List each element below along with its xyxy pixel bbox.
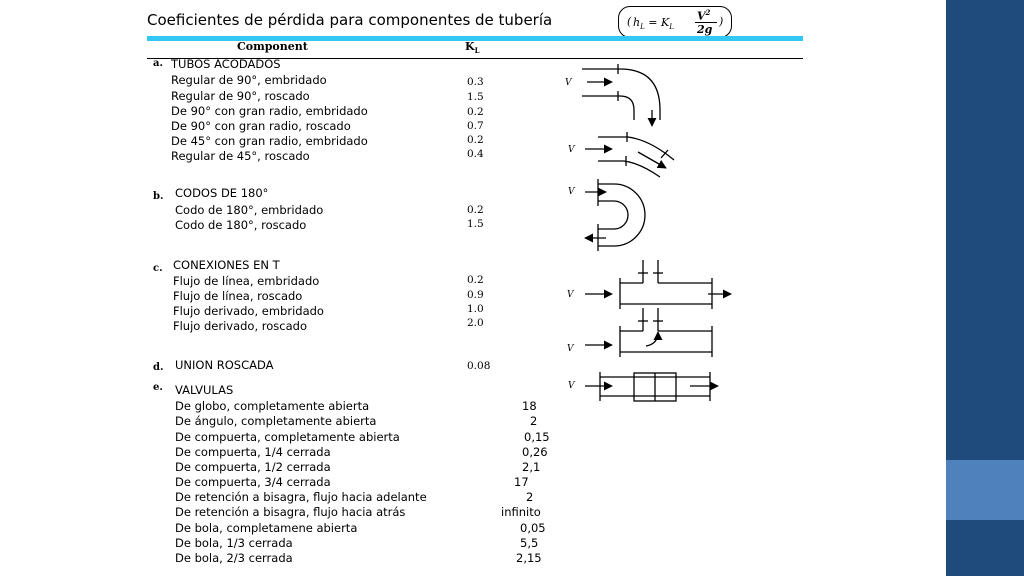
list-item: De retención a bisagra, flujo hacia adelante	[175, 490, 427, 504]
list-item: De compuerta, completamente abierta	[175, 430, 400, 444]
velocity-label: V	[568, 187, 575, 197]
k-value: 17	[514, 475, 529, 489]
list-item: De bola, 2/3 cerrada	[175, 551, 293, 565]
list-item: Regular de 45°, roscado	[171, 149, 310, 163]
k-value: 0.4	[467, 148, 484, 160]
velocity-label: V	[567, 290, 574, 300]
list-item: Codo de 180°, embridado	[175, 203, 324, 217]
formula-lhs: h	[633, 16, 641, 29]
k-value: 0.2	[467, 204, 484, 216]
section-d-title: UNION ROSCADA	[175, 358, 274, 372]
list-item: De ángulo, completamente abierta	[175, 414, 377, 428]
velocity-label: V	[568, 145, 575, 155]
header-k-sub: L	[474, 46, 480, 56]
list-item: De 90° con gran radio, roscado	[171, 119, 351, 133]
section-e-letter: e.	[153, 382, 163, 393]
k-value: infinito	[501, 505, 541, 519]
formula-lhs-sub: L	[640, 23, 645, 32]
formula-k-sub: L	[669, 23, 674, 32]
list-item: Codo de 180°, roscado	[175, 218, 307, 232]
k-value: 5,5	[520, 536, 539, 550]
k-value: 2	[526, 490, 534, 504]
k-value: 0.3	[467, 76, 484, 88]
k-value: 1.5	[467, 218, 484, 230]
list-item: De bola, completamene abierta	[175, 521, 358, 535]
head-loss-formula: ( $h_L = K_L$ $V^2$ 2g )	[618, 6, 732, 38]
velocity-label: V	[565, 78, 572, 88]
section-e-title: VALVULAS	[175, 383, 234, 397]
k-value: 0,26	[522, 445, 548, 459]
list-item: De 90° con gran radio, embridado	[171, 104, 368, 118]
threaded-union-diagram	[585, 372, 718, 401]
list-item: Flujo derivado, roscado	[173, 319, 307, 333]
section-c-letter: c.	[153, 263, 163, 274]
header-component: Component	[237, 40, 308, 53]
section-b-letter: b.	[153, 191, 164, 202]
k-value: 2,15	[516, 551, 542, 565]
elbow-90-diagram	[582, 64, 660, 126]
k-value: 0.2	[467, 134, 484, 146]
k-value: 0.7	[467, 120, 484, 132]
list-item: De retención a bisagra, flujo hacia atrás	[175, 505, 406, 519]
velocity-label: V	[568, 381, 575, 391]
list-item: De compuerta, 3/4 cerrada	[175, 475, 331, 489]
k-value: 0,05	[520, 521, 546, 535]
list-item: Regular de 90°, roscado	[171, 89, 310, 103]
k-value: 0.2	[467, 106, 484, 118]
bend-180-diagram	[585, 179, 645, 251]
list-item: Flujo de línea, roscado	[173, 289, 303, 303]
list-item: De bola, 1/3 cerrada	[175, 536, 293, 550]
k-value: 2	[530, 414, 538, 428]
header-k-letter: K	[465, 40, 475, 53]
k-value: 0.9	[467, 289, 484, 301]
k-value: 2,1	[522, 460, 541, 474]
list-item: De 45° con gran radio, embridado	[171, 134, 368, 148]
section-d-letter: d.	[153, 362, 164, 373]
k-value: 0.2	[467, 274, 484, 286]
formula-num: V	[697, 9, 706, 23]
section-c-title: CONEXIONES EN T	[173, 258, 280, 272]
list-item: De compuerta, 1/4 cerrada	[175, 445, 331, 459]
list-item: Flujo derivado, embridado	[173, 304, 324, 318]
page-title: Coeficientes de pérdida para componentes de tubería	[147, 11, 553, 29]
k-value: 0.08	[467, 360, 491, 372]
list-item: Regular de 90°, embridado	[171, 73, 327, 87]
elbow-45-diagram	[585, 132, 674, 177]
formula-den: 2g	[697, 23, 713, 36]
section-a-title: TUBOS ACODADOS	[171, 57, 281, 71]
k-value: 18	[522, 399, 537, 413]
list-item: De globo, completamente abierta	[175, 399, 370, 413]
formula-num-sup: 2	[705, 8, 711, 17]
section-b-title: CODOS DE 180°	[175, 186, 269, 200]
section-a-letter: a.	[153, 58, 163, 69]
list-item: De compuerta, 1/2 cerrada	[175, 460, 331, 474]
k-value: 1.5	[467, 91, 484, 103]
list-item: Flujo de línea, embridado	[173, 274, 320, 288]
k-value: 1.0	[467, 303, 484, 315]
velocity-label: V	[567, 344, 574, 354]
tee-line-flow-diagram	[585, 260, 731, 309]
k-value: 0,15	[524, 430, 550, 444]
formula-k: K	[660, 16, 670, 29]
tee-branch-flow-diagram	[585, 308, 712, 357]
k-value: 2.0	[467, 317, 484, 329]
